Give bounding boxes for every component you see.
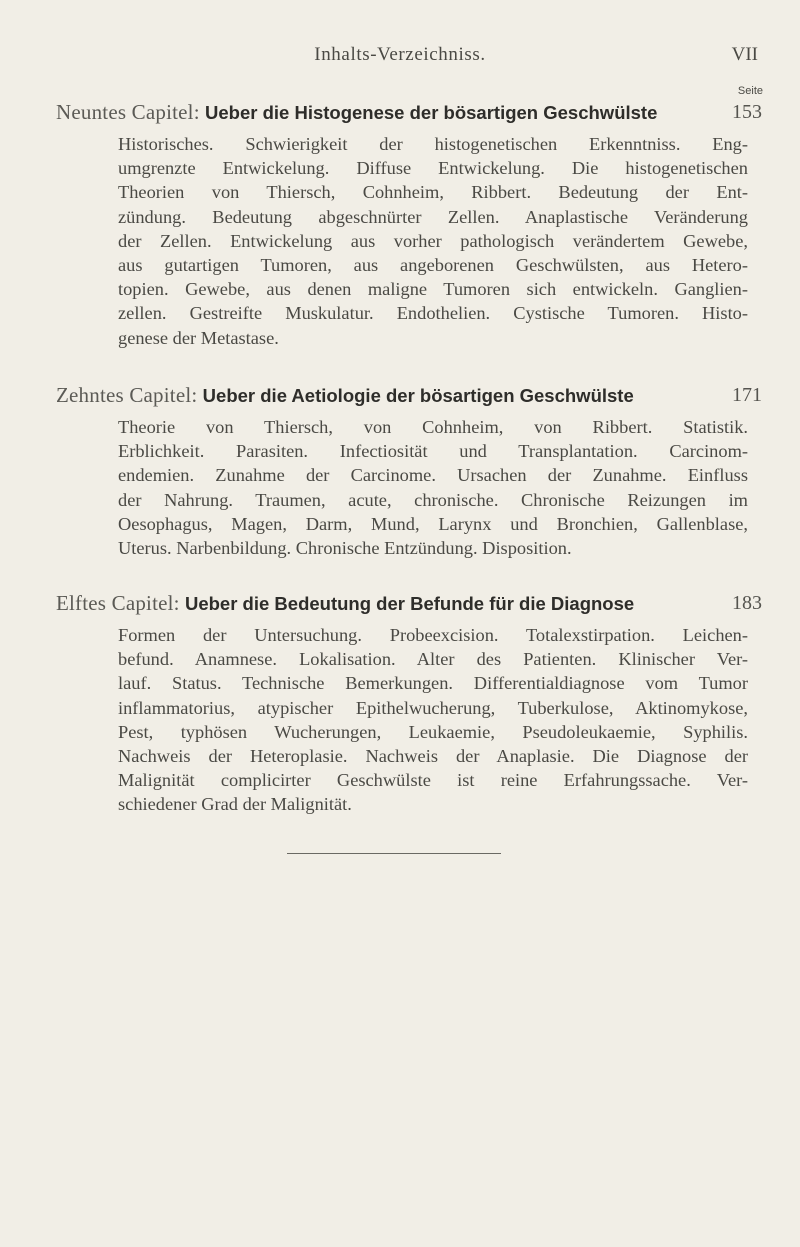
chapter-title: Ueber die Bedeutung der Befunde für die Diagnose (184, 593, 635, 614)
chapter-title: Ueber die Aetiologie der bösartigen Geschwülste (202, 385, 634, 406)
summary-line: zellen. Gestreifte Muskulatur. Endothelien. Cystische Tumoren. Histo- (118, 303, 748, 324)
closing-rule (287, 853, 501, 854)
summary-line: genese der Metastase. (118, 327, 279, 348)
chapter-page-ref: 153 (732, 101, 762, 123)
summary-line: Malignität complicirter Geschwülste ist reine Erfahrungssache. Ver- (118, 770, 748, 791)
chapter-ordinal: Zehntes Capitel: (56, 383, 198, 407)
summary-line: Oesophagus, Magen, Darm, Mund, Larynx und Bronchien, Gallenblase, (118, 513, 748, 534)
summary-line: der Zellen. Entwickelung aus vorher pathologisch verändertem Gewebe, (118, 230, 748, 251)
summary-line: zündung. Bedeutung abgeschnürter Zellen. Anaplastische Veränderung (118, 206, 748, 227)
chapter-title: Ueber die Histogenese der bösartigen Geschwülste (205, 102, 658, 123)
summary-line: aus gutartigen Tumoren, aus angeborenen Geschwülsten, aus Hetero- (118, 255, 748, 276)
summary-line: schiedener Grad der Malignität. (118, 794, 352, 815)
chapter-page-ref: 171 (732, 384, 762, 406)
chapter-summary-9 (118, 132, 748, 350)
summary-line: Pest, typhösen Wucherungen, Leukaemie, Pseudoleukaemie, Syphilis. (118, 721, 748, 742)
chapter-page-ref: 183 (732, 592, 762, 614)
summary-line: der Nahrung. Traumen, acute, chronische. Chronische Reizungen im (118, 489, 748, 510)
summary-line: befund. Anamnese. Lokalisation. Alter des Patienten. Klinischer Ver- (118, 649, 748, 670)
summary-line: Nachweis der Heteroplasie. Nachweis der Anaplasie. Die Diagnose der (118, 746, 748, 767)
chapter-heading (56, 99, 762, 126)
summary-line: Uterus. Narbenbildung. Chronische Entzündung. Disposition. (118, 538, 572, 559)
chapter-heading (56, 382, 762, 409)
summary-line: Formen der Untersuchung. Probeexcision. Totalexstirpation. Leichen- (118, 625, 748, 645)
summary-line: endemien. Zunahme der Carcinome. Ursachen der Zunahme. Einfluss (118, 465, 748, 486)
summary-line: topien. Gewebe, aus denen maligne Tumoren sich entwickeln. Ganglien- (118, 279, 748, 300)
summary-line: Theorie von Thiersch, von Cohnheim, von Ribbert. Statistik. (118, 417, 748, 437)
chapter-summary-11 (118, 623, 748, 817)
summary-line: inflammatorius, atypischer Epithelwucherung, Tuberkulose, Aktinomykose, (118, 697, 748, 718)
summary-line: Historisches. Schwierigkeit der histogenetischen Erkenntniss. Eng- (118, 134, 748, 154)
chapter-ordinal: Elftes Capitel: (56, 591, 180, 615)
summary-line: Theorien von Thiersch, Cohnheim, Ribbert. Bedeutung der Ent- (118, 182, 748, 203)
chapter-heading (56, 590, 762, 617)
summary-line: lauf. Status. Technische Bemerkungen. Differentialdiagnose vom Tumor (118, 673, 748, 694)
page-number: VII (731, 44, 758, 65)
chapter-summary-10 (118, 415, 748, 560)
running-head: Inhalts-Verzeichniss. (314, 44, 486, 65)
page-column-label: Seite (737, 85, 763, 97)
summary-line: Erblichkeit. Parasiten. Infectiosität und Transplantation. Carcinom- (118, 441, 748, 462)
chapter-ordinal: Neuntes Capitel: (56, 100, 200, 124)
summary-line: umgrenzte Entwickelung. Diffuse Entwickelung. Die histogenetischen (118, 158, 748, 179)
